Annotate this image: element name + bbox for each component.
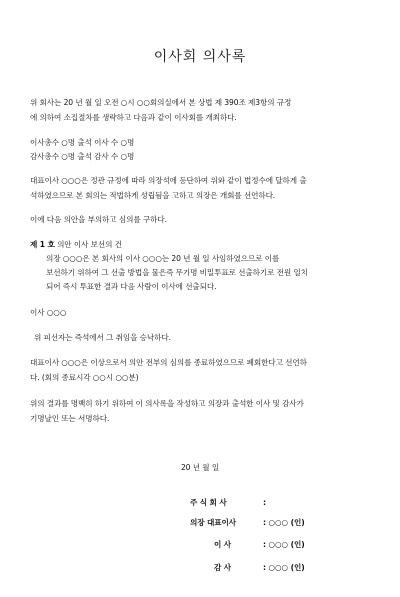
chair-signature: : ○○○ (인) — [263, 518, 305, 527]
closing-line-1: 대표이사 ○○○은 이상으로서 의안 전부의 심의를 종료하였으므로 폐회한다고 선언하 — [30, 358, 307, 367]
company-label: 주 식 회 사 — [190, 498, 227, 507]
agenda-item-line-2: 보선하기 위하여 그 선출 방법을 물은즉 무기명 비밀투표로 선출하기로 전원 일치 — [46, 268, 308, 277]
document-date: 20 년 월 일 — [180, 463, 220, 472]
intro-line-2: 에 의하여 소집절차를 생략하고 다음과 같이 이사회를 개최하다. — [30, 113, 237, 122]
agenda-intro: 이에 다음 의안을 부의하고 심의를 구하다. — [30, 215, 167, 224]
agenda-item-line-3: 되어 즉시 투표한 결과 다음 사람이 이사에 선출되다. — [46, 282, 217, 291]
opening-line-1: 대표이사 ○○○은 정관 규정에 따라 의장석에 등단하여 위와 같이 법정수에 달하게 출 — [30, 176, 307, 185]
auditor-count: 감사총수 ○명 출석 감사 수 ○명 — [30, 152, 135, 161]
statement-line-1: 위의 결과를 명백히 하기 위하여 이 의사록을 작성하고 의장과 출석한 이사 및 감사가 — [30, 399, 304, 408]
auditor-label: 감 사 — [214, 563, 232, 572]
elected-director: 이사 ○○○ — [30, 308, 67, 317]
director-label: 이 사 — [214, 540, 232, 549]
acceptance-statement: 위 피선자는 즉석에서 그 취임을 승낙하다. — [34, 333, 171, 342]
agenda-item-number: 제 1 호 — [30, 240, 55, 249]
statement-line-2: 기명날인 또는 서명하다. — [30, 414, 110, 423]
director-signature: : ○○○ (인) — [263, 540, 305, 549]
auditor-signature: : ○○○ (인) — [263, 563, 305, 572]
company-colon: : — [263, 498, 266, 507]
agenda-item-line-1: 의장 ○○○은 본 회사의 이사 ○○○는 20 년 월 일 사임하였으므로 이를 — [46, 254, 280, 263]
document-title: 이사회 의사록 — [153, 49, 247, 65]
agenda-item-heading — [30, 240, 122, 250]
closing-line-2: 다. (회의 종료시각 ○○시 ○○분) — [30, 373, 139, 382]
chair-label: 의장 대표이사 — [190, 518, 236, 527]
agenda-item-title: 의안 이사 보선의 건 — [54, 240, 122, 249]
director-count: 이사총수 ○명 출석 이사 수 ○명 — [30, 138, 135, 147]
intro-line-1: 위 회사는 20 년 월 일 오전 ○시 ○○회의실에서 본 상법 제 390조 제3항의 규정 — [30, 98, 292, 107]
opening-line-2: 석하였으므로 본 회의는 적법하게 성립됨을 고하고 의장은 개회를 선언하다. — [30, 191, 276, 200]
